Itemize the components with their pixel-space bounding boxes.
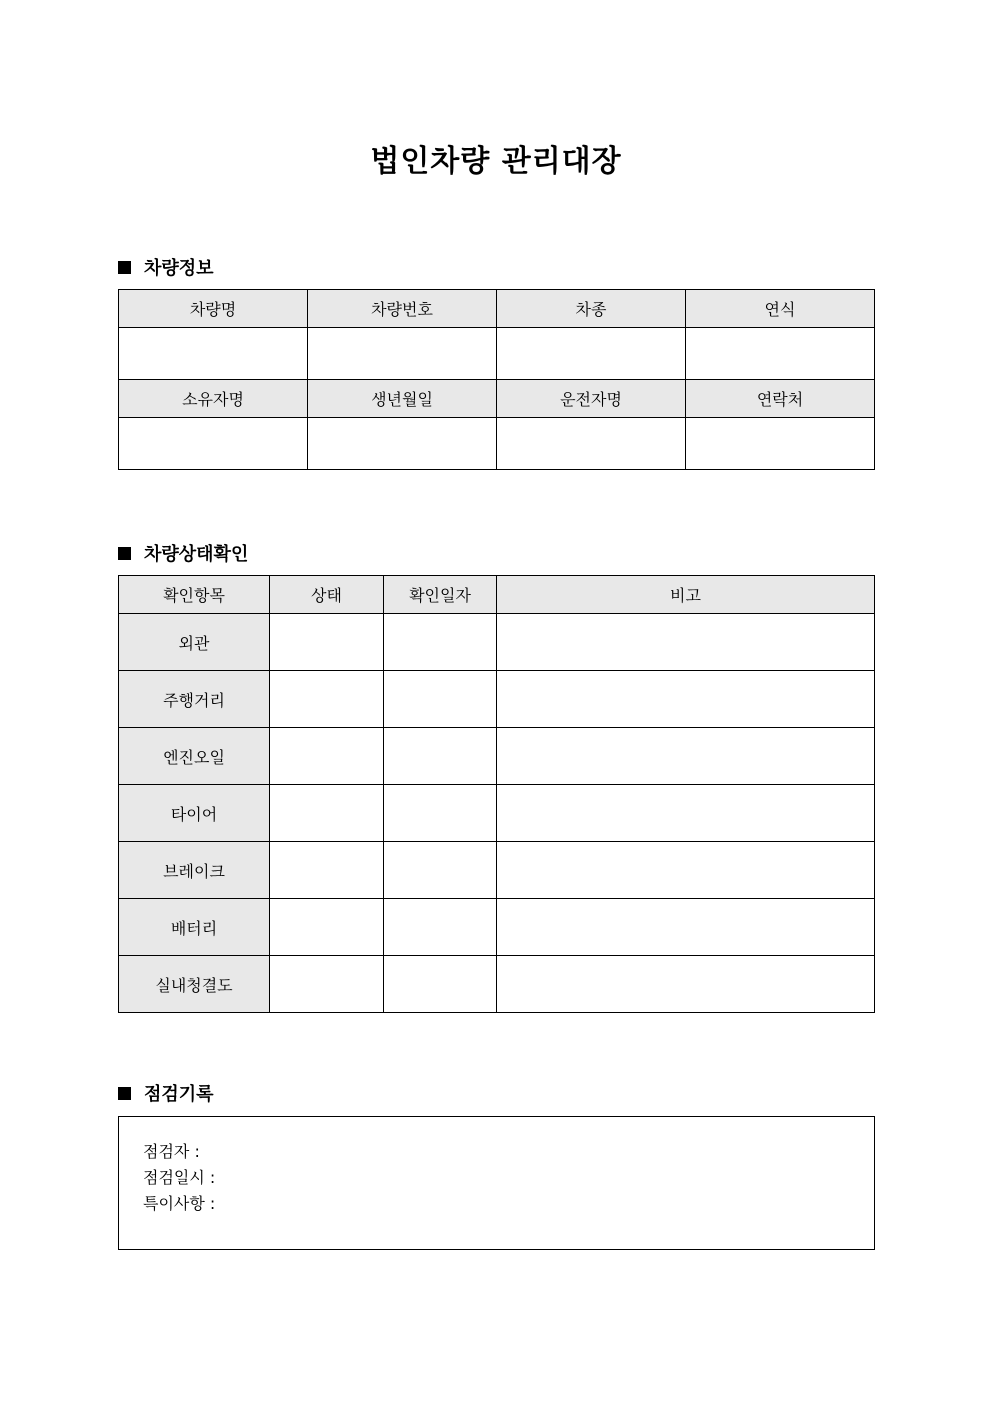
remarks-cell[interactable]	[497, 671, 875, 728]
vehicle-status-table	[118, 575, 875, 1013]
input-cell-driver-name[interactable]	[497, 418, 686, 470]
header-cell-remarks: 비고	[497, 576, 875, 614]
table-row	[119, 671, 875, 728]
condition-cell[interactable]	[270, 899, 384, 956]
square-bullet-icon	[118, 1087, 131, 1100]
inspection-datetime-line: 점검일시 :	[143, 1168, 216, 1187]
vehicle-info-input-row	[119, 328, 875, 380]
square-bullet-icon	[118, 261, 131, 274]
item-label: 타이어	[119, 785, 270, 842]
table-row	[119, 842, 875, 899]
check-date-cell[interactable]	[384, 899, 497, 956]
table-row	[119, 956, 875, 1013]
input-cell-model-year[interactable]	[686, 328, 875, 380]
item-label: 브레이크	[119, 842, 270, 899]
condition-cell[interactable]	[270, 956, 384, 1013]
owner-info-input-row	[119, 418, 875, 470]
table-row	[119, 614, 875, 671]
check-date-cell[interactable]	[384, 785, 497, 842]
input-cell-vehicle-type[interactable]	[497, 328, 686, 380]
inspection-record-box[interactable]	[118, 1116, 875, 1250]
item-label: 배터리	[119, 899, 270, 956]
check-date-cell[interactable]	[384, 671, 497, 728]
header-cell-vehicle-number: 차량번호	[308, 290, 497, 328]
remarks-cell[interactable]	[497, 956, 875, 1013]
header-cell-birth-date: 생년월일	[308, 380, 497, 418]
condition-cell[interactable]	[270, 671, 384, 728]
table-row	[119, 728, 875, 785]
table-row	[119, 899, 875, 956]
section-heading-vehicle-info	[118, 254, 214, 280]
status-header-row	[119, 576, 875, 614]
input-cell-vehicle-name[interactable]	[119, 328, 308, 380]
check-date-cell[interactable]	[384, 614, 497, 671]
header-cell-check-item: 확인항목	[119, 576, 270, 614]
special-notes-line: 특이사항 :	[143, 1194, 216, 1213]
header-cell-condition: 상태	[270, 576, 384, 614]
condition-cell[interactable]	[270, 614, 384, 671]
square-bullet-icon	[118, 547, 131, 560]
section-heading-vehicle-status	[118, 540, 248, 566]
header-cell-driver-name: 운전자명	[497, 380, 686, 418]
remarks-cell[interactable]	[497, 899, 875, 956]
header-cell-check-date: 확인일자	[384, 576, 497, 614]
section-heading-label: 차량정보	[144, 258, 214, 279]
section-heading-label: 점검기록	[144, 1084, 214, 1105]
condition-cell[interactable]	[270, 728, 384, 785]
input-cell-vehicle-number[interactable]	[308, 328, 497, 380]
check-date-cell[interactable]	[384, 842, 497, 899]
item-label: 실내청결도	[119, 956, 270, 1013]
vehicle-info-header-row	[119, 290, 875, 328]
input-cell-birth-date[interactable]	[308, 418, 497, 470]
condition-cell[interactable]	[270, 842, 384, 899]
page-title: 법인차량 관리대장	[370, 144, 622, 179]
owner-info-header-row	[119, 380, 875, 418]
check-date-cell[interactable]	[384, 956, 497, 1013]
item-label: 외관	[119, 614, 270, 671]
inspector-line: 점검자 :	[143, 1142, 200, 1161]
remarks-cell[interactable]	[497, 785, 875, 842]
remarks-cell[interactable]	[497, 614, 875, 671]
header-cell-contact: 연락처	[686, 380, 875, 418]
item-label: 주행거리	[119, 671, 270, 728]
section-heading-inspection-record	[118, 1080, 214, 1106]
header-cell-model-year: 연식	[686, 290, 875, 328]
input-cell-owner-name[interactable]	[119, 418, 308, 470]
remarks-cell[interactable]	[497, 842, 875, 899]
condition-cell[interactable]	[270, 785, 384, 842]
check-date-cell[interactable]	[384, 728, 497, 785]
header-cell-owner-name: 소유자명	[119, 380, 308, 418]
input-cell-contact[interactable]	[686, 418, 875, 470]
remarks-cell[interactable]	[497, 728, 875, 785]
header-cell-vehicle-type: 차종	[497, 290, 686, 328]
section-heading-label: 차량상태확인	[144, 544, 249, 565]
table-row	[119, 785, 875, 842]
item-label: 엔진오일	[119, 728, 270, 785]
vehicle-info-table	[118, 289, 875, 470]
header-cell-vehicle-name: 차량명	[119, 290, 308, 328]
